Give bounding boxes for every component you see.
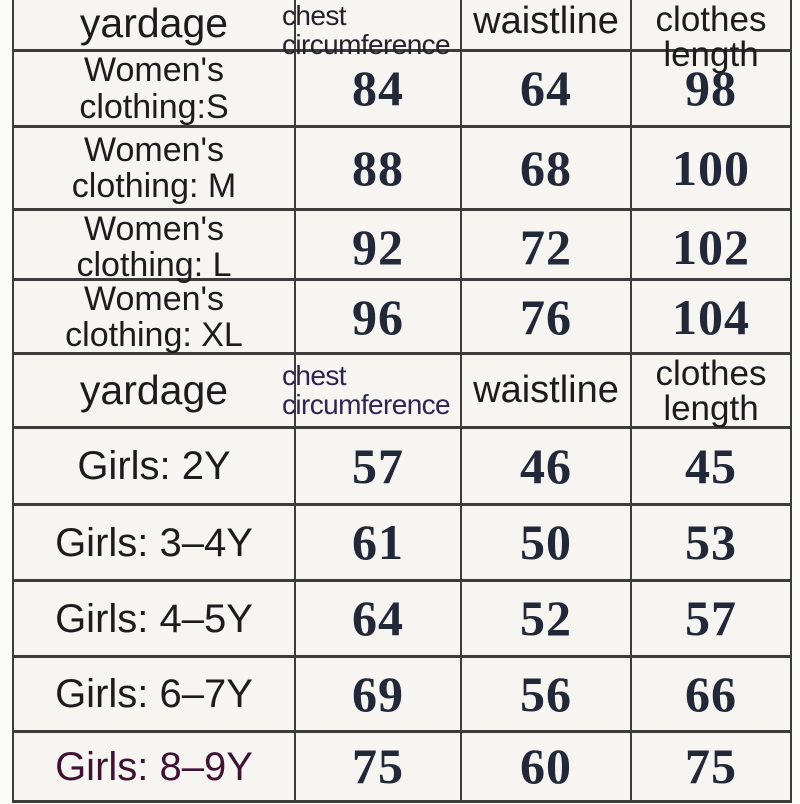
cell-waist-value	[462, 506, 632, 579]
table-row	[14, 210, 790, 285]
length-value: 75	[685, 738, 737, 795]
cell-length-value	[632, 52, 790, 125]
waist-value: 64	[520, 60, 572, 117]
cell-length-value	[632, 128, 790, 208]
chest-header-line1: chest	[282, 359, 346, 391]
table-row	[14, 281, 790, 355]
size-label-line1: Women's	[83, 130, 225, 169]
waist-value: 46	[520, 437, 572, 494]
cell-chest-value	[296, 281, 462, 353]
cell-size-label	[14, 52, 296, 125]
cell-size-label	[14, 733, 296, 800]
header-cell-yardage	[14, 355, 296, 426]
length-value: 102	[672, 218, 750, 275]
length-value: 104	[672, 288, 750, 345]
cell-length-value	[632, 429, 790, 503]
length-value: 53	[685, 514, 737, 571]
chest-value: 64	[352, 590, 404, 647]
cell-waist-value	[462, 128, 632, 208]
chest-value: 88	[352, 139, 404, 196]
cell-size-label	[14, 582, 296, 655]
cell-size-label	[14, 281, 296, 353]
cell-waist-value	[462, 658, 632, 730]
size-label-line1: Women's	[83, 280, 225, 318]
cell-length-value	[632, 211, 790, 283]
cell-waist-value	[462, 52, 632, 125]
chest-header-line2: circumference	[282, 388, 451, 420]
size-label: Girls: 2Y	[77, 444, 231, 488]
table-row	[14, 582, 790, 658]
size-label: Girls: 6–7Y	[55, 672, 253, 716]
chest-value: 75	[352, 738, 404, 795]
cell-chest-value	[296, 128, 462, 208]
cell-length-value	[632, 582, 790, 655]
header-cell-waistline	[462, 355, 632, 426]
cell-chest-value	[296, 429, 462, 503]
length-value: 100	[672, 139, 750, 196]
size-label: Girls: 4–5Y	[55, 596, 253, 641]
chest-value: 84	[352, 60, 404, 117]
chest-header-line2: circumference	[282, 28, 451, 60]
table-row	[14, 733, 790, 800]
clothes-length-header-line2: length	[663, 388, 759, 428]
size-label-line2: clothing: XL	[65, 316, 243, 355]
cell-size-label	[14, 128, 296, 208]
cell-size-label	[14, 506, 296, 579]
cell-size-label	[14, 429, 296, 503]
header-row	[14, 355, 790, 429]
cell-waist-value	[462, 211, 632, 283]
cell-waist-value	[462, 582, 632, 655]
header-cell-chest-circumference	[282, 355, 462, 426]
yardage-header-label: yardage	[79, 366, 229, 413]
size-chart-table	[12, 0, 792, 803]
table-row	[14, 128, 790, 211]
waist-value: 60	[520, 738, 572, 795]
cell-length-value	[632, 733, 790, 800]
size-label: Girls: 3–4Y	[55, 520, 253, 565]
size-label-line1: Women's	[83, 51, 225, 90]
cell-waist-value	[462, 281, 632, 353]
cell-chest-value	[296, 52, 462, 125]
waistline-header-label: waistline	[473, 368, 619, 411]
size-label-line1: Women's	[83, 210, 225, 248]
chest-header-line1: chest	[282, 0, 346, 31]
header-cell-clothes-length	[632, 355, 790, 426]
table-row	[14, 658, 790, 733]
clothes-length-header-line1: clothes	[655, 0, 767, 39]
chest-value: 57	[352, 437, 404, 494]
chest-value: 96	[352, 288, 404, 345]
length-value: 98	[685, 60, 737, 117]
cell-length-value	[632, 658, 790, 730]
cell-waist-value	[462, 733, 632, 800]
clothes-length-header-line2: length	[663, 35, 759, 74]
cell-chest-value	[296, 658, 462, 730]
cell-chest-value	[296, 582, 462, 655]
cell-chest-value	[296, 211, 462, 283]
length-value: 66	[685, 665, 737, 722]
length-value: 45	[685, 437, 737, 494]
waist-value: 56	[520, 665, 572, 722]
cell-size-label	[14, 658, 296, 730]
size-label: Girls: 8–9Y	[55, 744, 253, 789]
cell-length-value	[632, 281, 790, 353]
table-row	[14, 52, 790, 128]
waistline-header-label: waistline	[473, 0, 619, 42]
table-row	[14, 506, 790, 582]
waist-value: 52	[520, 590, 572, 647]
yardage-header-label: yardage	[79, 0, 229, 46]
table-row	[14, 429, 790, 506]
waist-value: 50	[520, 514, 572, 571]
cell-chest-value	[296, 506, 462, 579]
waist-value: 68	[520, 139, 572, 196]
waist-value: 72	[520, 218, 572, 275]
clothes-length-header-line1: clothes	[655, 353, 767, 393]
chest-value: 69	[352, 665, 404, 722]
size-label-line2: clothing: M	[71, 167, 237, 205]
size-label-line2: clothing:S	[79, 87, 229, 126]
cell-chest-value	[296, 733, 462, 800]
chest-value: 61	[352, 514, 404, 571]
waist-value: 76	[520, 288, 572, 345]
length-value: 57	[685, 590, 737, 647]
size-label-line2: clothing: L	[76, 246, 232, 285]
cell-length-value	[632, 506, 790, 579]
cell-waist-value	[462, 429, 632, 503]
chest-value: 92	[352, 218, 404, 275]
cell-size-label	[14, 211, 296, 283]
